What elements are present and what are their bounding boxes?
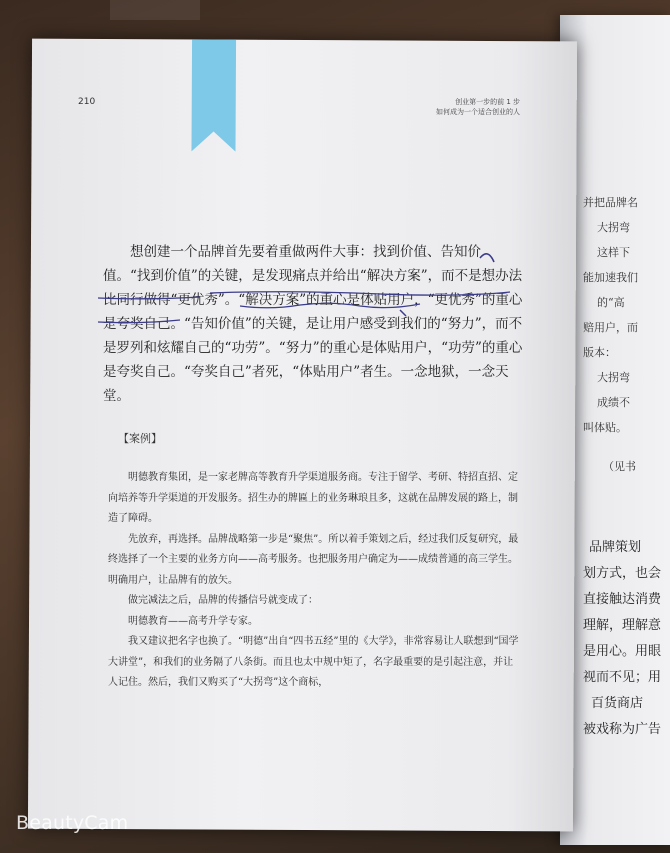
right-line: 叫体贴。 [583, 421, 627, 434]
right-line: 大拐弯 [597, 371, 630, 384]
right-page-small-text [583, 190, 653, 479]
running-head-line: 如何成为一个适合创业的人 [436, 108, 520, 116]
right-line: 视而不见；用 [583, 670, 662, 685]
right-line: 能加速我们 [583, 271, 638, 284]
right-line: 版本： [583, 346, 616, 359]
right-line: 并把品牌名 [583, 196, 638, 209]
right-line: 的“高 [597, 296, 625, 309]
background-blur [110, 0, 200, 20]
case-paragraph: 我又建议把名字也换了。“明德”出自“四书五经”里的《大学》，非常容易让人联想到“国学大讲堂”，和我们的业务隔了八条街。而且也太中规中矩了，名字最重要的是引起注意，并让人记住。然后，我们又购买了“大拐弯”这个商标， [108, 636, 519, 688]
page-number: 210 [78, 97, 96, 107]
main-paragraph [103, 240, 523, 408]
bookmark-ribbon [191, 39, 236, 169]
left-page [28, 39, 577, 832]
right-line: 大拐弯 [597, 221, 630, 234]
right-line: 被戏称为广告 [583, 722, 662, 737]
case-body [108, 468, 523, 694]
right-line: 品牌策划 [589, 540, 642, 555]
case-paragraph: 先放弃，再选择。品牌战略第一步是“聚焦”。所以着手策划之后，经过我们反复研究，最终选择了一个主要的业务方向——高考服务。也把服务用户确定为——成绩普通的高三学生。明确用户，让品牌有的放矢。 [108, 533, 519, 586]
right-line: 划方式，也会 [583, 566, 662, 581]
case-paragraph: 明德教育——高考升学专家。 [128, 615, 258, 627]
case-label: 【案例】 [118, 432, 162, 445]
right-line: 理解，理解意 [583, 618, 662, 633]
right-line: （见书 [603, 460, 636, 473]
case-paragraph: 做完减法之后，品牌的传播信号就变成了： [128, 595, 318, 606]
right-line: 成绩不 [597, 396, 630, 409]
case-paragraph: 明德教育集团，是一家老牌高等教育升学渠道服务商。专注于留学、考研、特招直招、定向培养等升学渠道的开发服务。招生办的牌匾上的业务琳琅且多，这就在品牌发展的路上，制造了障碍。 [108, 472, 518, 524]
running-head-line: 创业第一步的前 1 步 [455, 98, 520, 106]
right-line: 这样下 [597, 246, 630, 259]
camera-watermark: BeautyCam [16, 812, 129, 834]
running-head [436, 97, 520, 117]
right-line: 直接触达消费 [583, 592, 662, 607]
right-line: 百货商店 [591, 696, 644, 711]
right-page-large-text [583, 535, 662, 743]
right-line: 赔用户，而 [583, 321, 638, 334]
right-line: 是用心。用眼 [583, 644, 662, 659]
body-paragraph: 想创建一个品牌首先要着重做两件大事：找到价值、告知价值。“找到价值”的关键，是发现痛点并给出“解决方案”，而不是想办法比同行做得“更优秀”。“解决方案”的重心是体贴用户，“更优秀”的重心是夸奖自己。“告知价值”的关键，是让用户感受到我们的“努力”，而不是罗列和炫耀自己的“功劳”。“努力”的重心是体贴用户，“功劳”的重心是夸奖自己。“夸奖自己”者死，“体贴用户”者生。一念地狱，一念天堂。 [103, 244, 523, 404]
